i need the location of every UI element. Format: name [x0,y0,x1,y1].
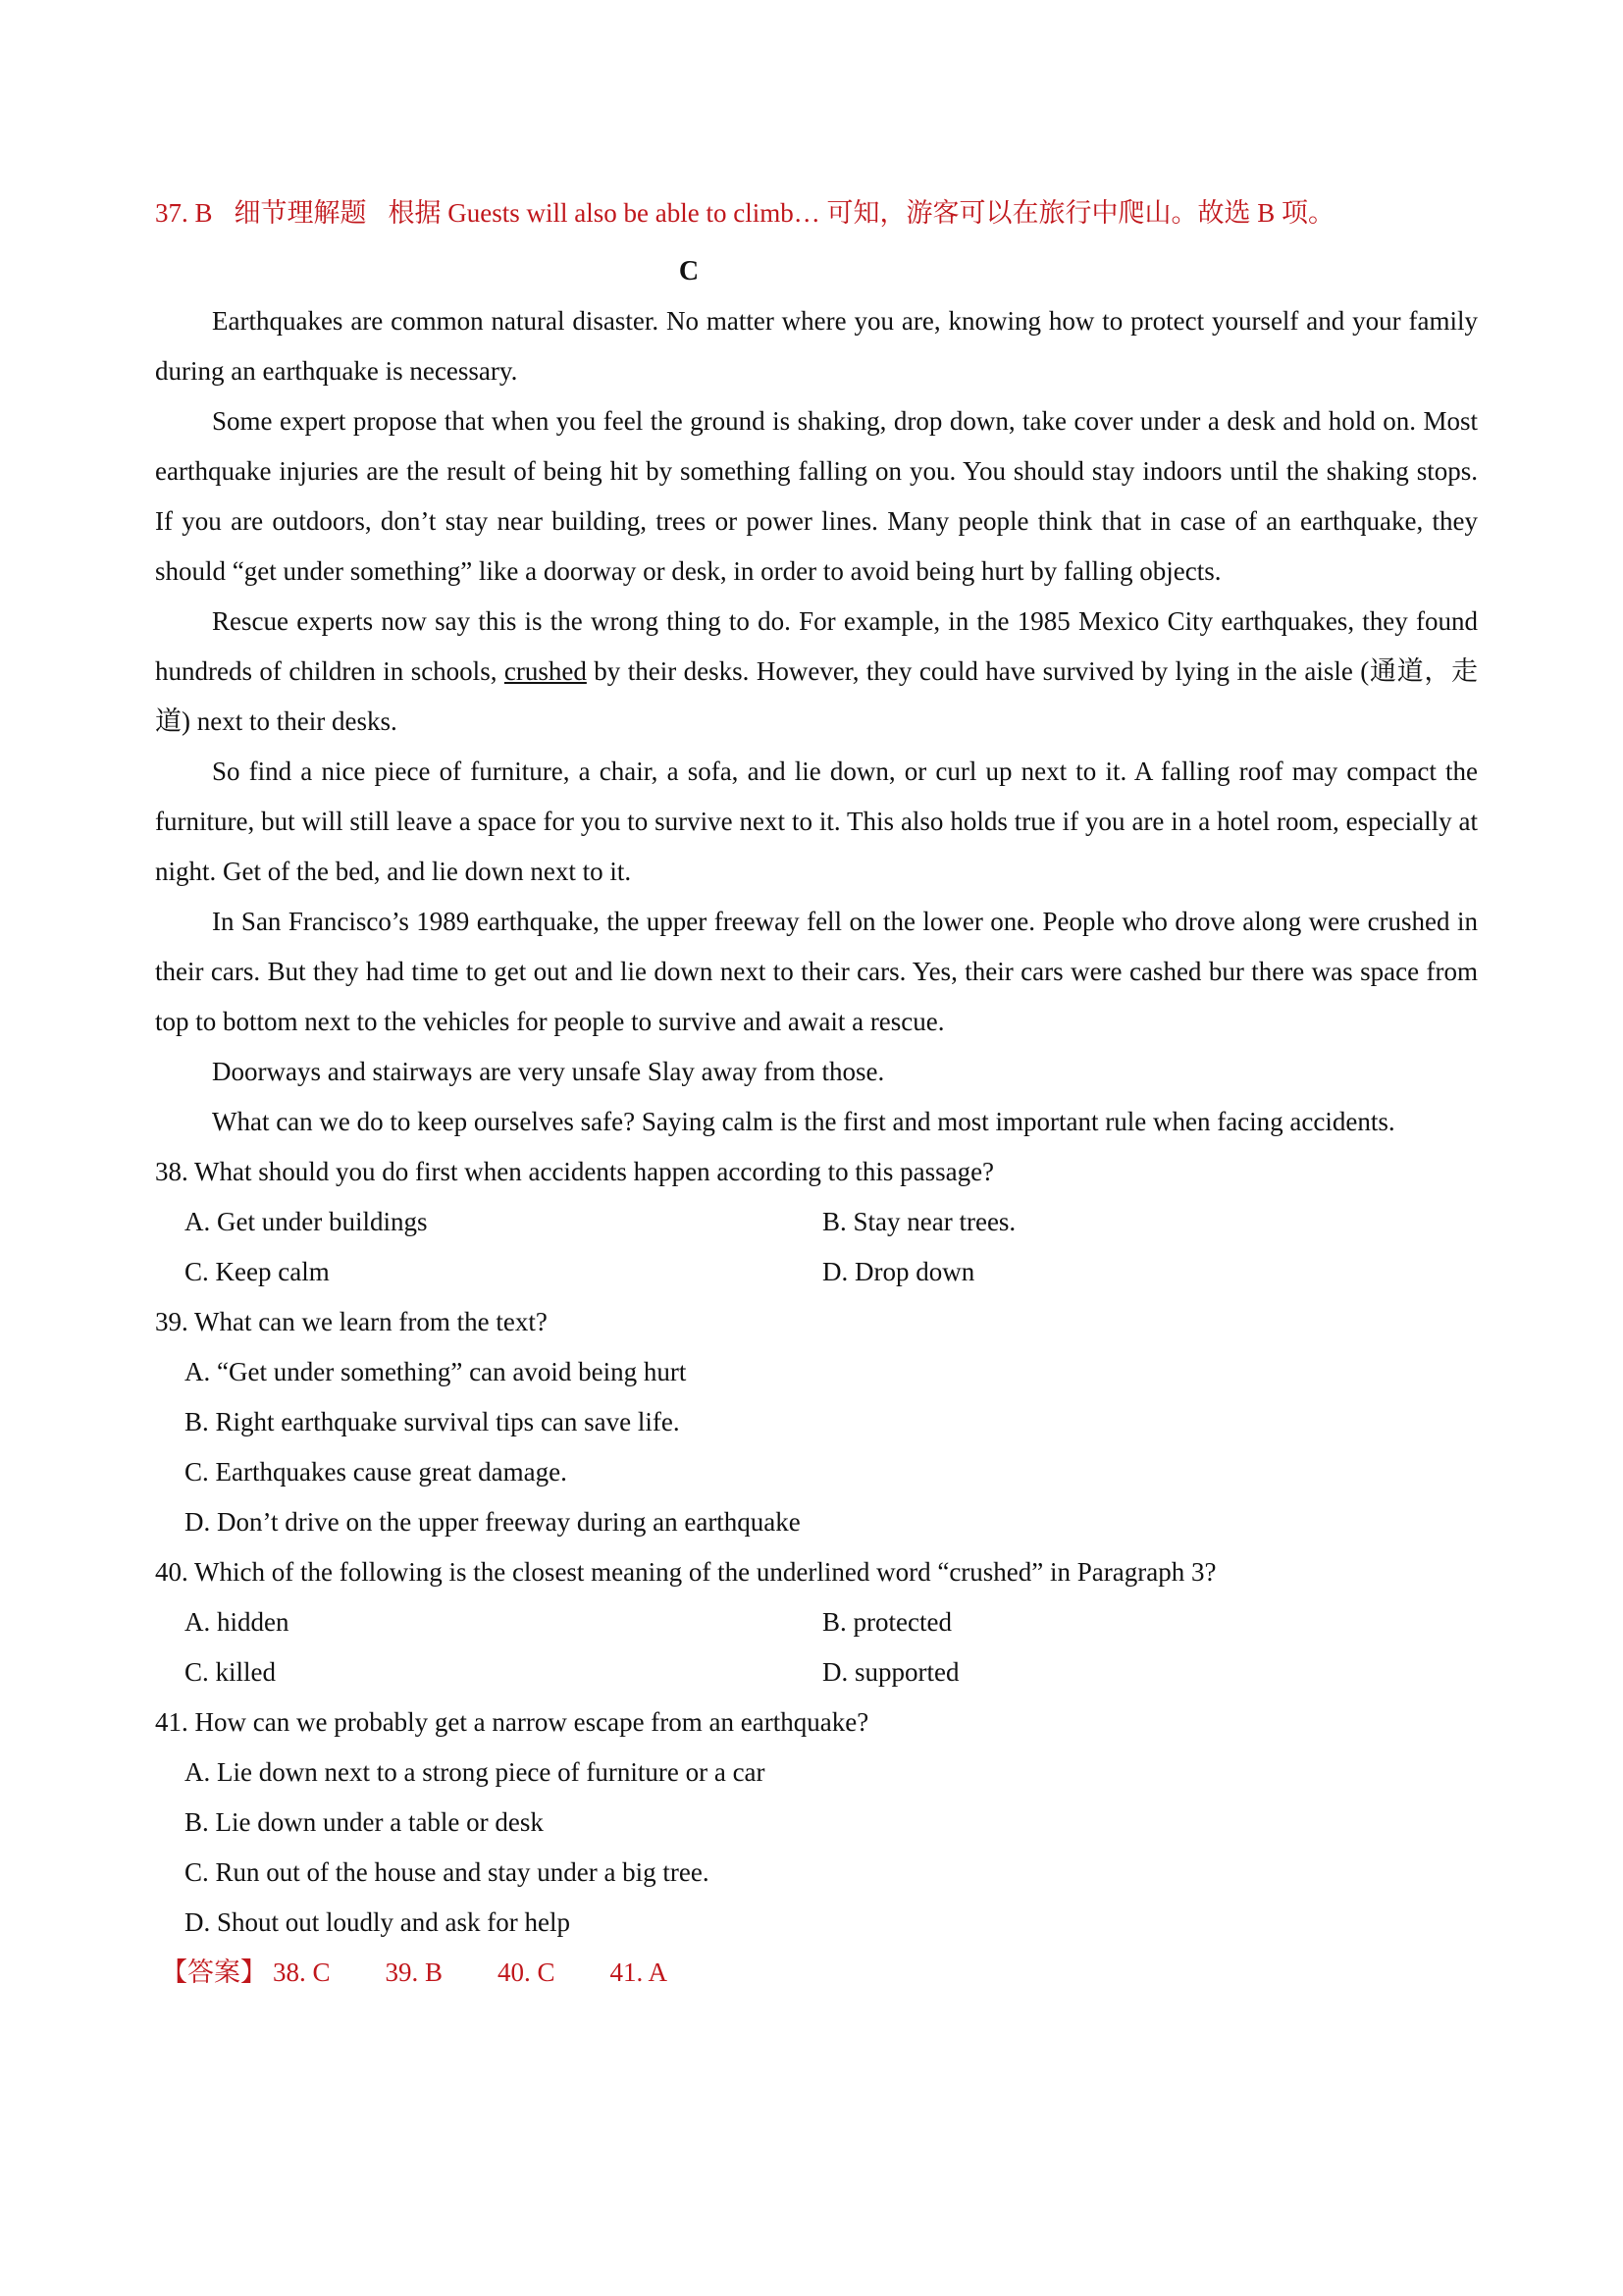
option-c: C. Earthquakes cause great damage. [184,1457,567,1487]
question-41 [155,1697,1478,1948]
option-a: A. Get under buildings [184,1207,428,1236]
answer-label: 37. B [155,198,213,228]
section-title: C [678,256,700,287]
option-b: B. Lie down under a table or desk [184,1807,544,1837]
option-a: A. “Get under something” can avoid being hurt [184,1357,687,1386]
option-b: B. Right earthquake survival tips can save life. [184,1407,680,1436]
previous-answer-explanation [155,188,1478,237]
paragraph-5: In San Francisco’s 1989 earthquake, the upper freeway fell on the lower one. People who drove along were crushed in their cars. But they had time to get out and lie down next to their cars. Yes, their cars were cashed bur there was space from top to bottom next to the vehicles for people to survive and await a rescue. [155,907,1478,1036]
answer-tag: 【答案】 [161,1957,267,1987]
explanation-text: 根据 Guests will also be able to climb… 可知，游客可以在旅行中爬山。故选 B 项。 [388,198,1335,228]
answer-39: 39. B [385,1957,444,1987]
option-d: D. Drop down [822,1257,975,1286]
option-d: D. Don’t drive on the upper freeway during an earthquake [184,1507,801,1537]
answer-41: 41. A [609,1957,668,1987]
question-stem: 40. Which of the following is the closest meaning of the underlined word “crushed” in Paragraph 3? [155,1557,1217,1587]
question-type: 细节理解题 [234,198,367,228]
answer-40: 40. C [497,1957,555,1987]
question-stem: 39. What can we learn from the text? [155,1307,548,1336]
option-a: A. hidden [184,1607,289,1637]
option-d: D. Shout out loudly and ask for help [184,1907,570,1937]
option-b: B. Stay near trees. [822,1207,1017,1236]
question-40 [155,1547,1478,1697]
underlined-word-crushed: crushed [503,656,587,686]
option-a: A. Lie down next to a strong piece of furniture or a car [184,1757,765,1787]
paragraph-3-after: by their desks. However, they could have survived by lying in the aisle (通道，走道) next to their desks. [155,656,1479,736]
option-c: C. Keep calm [184,1257,330,1286]
option-c: C. Run out of the house and stay under a big tree. [184,1857,709,1887]
option-b: B. protected [822,1607,952,1637]
document-page [155,188,1478,1998]
question-39 [155,1297,1478,1547]
question-38 [155,1147,1478,1297]
paragraph-6: Doorways and stairways are very unsafe Slay away from those. [212,1057,885,1086]
paragraph-3-before: Rescue experts now say this is the wrong thing to do. For example, in the 1985 Mexico City earthquakes, they found hundreds of children in schools, [155,606,1478,686]
answer-38: 38. C [273,1957,331,1987]
question-options [155,1197,1478,1297]
paragraph-1: Earthquakes are common natural disaster. No matter where you are, knowing how to protect yourself and your family during an earthquake is necessary. [155,306,1478,386]
option-c: C. killed [184,1657,276,1687]
question-stem: 38. What should you do first when accidents happen according to this passage? [155,1157,995,1186]
reading-passage [155,296,1478,1147]
question-stem: 41. How can we probably get a narrow escape from an earthquake? [155,1707,869,1737]
paragraph-7: What can we do to keep ourselves safe? Saying calm is the first and most important rule when facing accidents. [212,1107,1395,1136]
answer-key [155,1948,1478,1998]
option-d: D. supported [822,1657,960,1687]
paragraph-3 [155,597,1478,747]
question-options [155,1597,1478,1697]
paragraph-2: Some expert propose that when you feel the ground is shaking, drop down, take cover under a desk and hold on. Most earthquake injuries are the result of being hit by something falling on you. You should stay indoors until the shaking stops. If you are outdoors, don’t stay near building, trees or power lines. Many people think that in case of an earthquake, they should “get under something” like a doorway or desk, in order to avoid being hurt by falling objects. [155,406,1478,586]
paragraph-4: So find a nice piece of furniture, a chair, a sofa, and lie down, or curl up next to it. A falling roof may compact the furniture, but will still leave a space for you to survive next to it. This also holds true if you are in a hotel room, especially at night. Get of the bed, and lie down next to it. [155,757,1478,886]
